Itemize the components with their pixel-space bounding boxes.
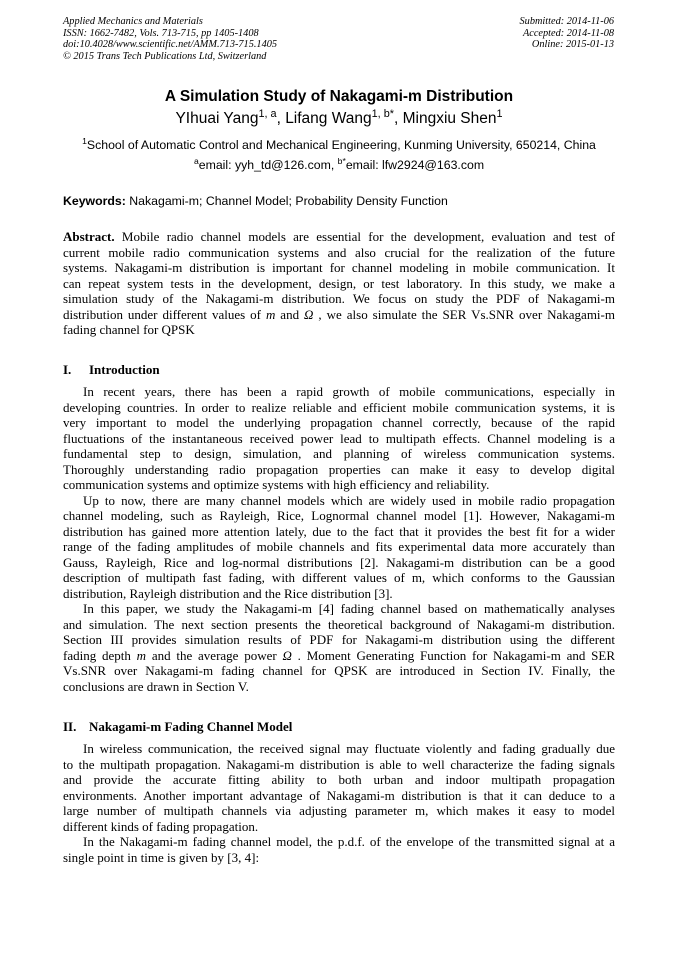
text-line: Vs.SNR over Nakagami-m fading channel for QPSK are introduced in Section IV. Finally, the: [63, 663, 615, 678]
copyright-line: © 2015 Trans Tech Publications Ltd, Switzerland: [63, 50, 267, 62]
author-superscript: 1, b*: [371, 107, 394, 120]
section-1-body: [63, 384, 615, 694]
section-number: I.: [63, 362, 72, 377]
online-date: Online: 2015-01-13: [531, 39, 614, 51]
author-separator: ,: [393, 110, 403, 127]
text-line: developing countries. In order to realize reliable and efficient mobile communication systems, it is: [63, 399, 615, 415]
email-superscript: b*: [337, 155, 346, 166]
abstract: [63, 229, 615, 338]
affiliation-text: School of Automatic Control and Mechanical Engineering, Kunming University, 650214, China: [86, 138, 596, 152]
text-line: Up to now, there are many channel models which are widely used in mobile radio propagation: [83, 492, 615, 508]
section-1-heading: [63, 362, 160, 378]
accepted-date: Accepted: 2014-11-08: [522, 27, 614, 39]
text-line: range of the fading amplitudes of mobile channels and fits experimental data more accurately than: [63, 539, 615, 554]
affiliation: [0, 135, 678, 152]
text-line: environments. Another important advantage of Nakagami-m distribution is that it can deduce to a: [63, 787, 615, 803]
issn-line: ISSN: 1662-7482, Vols. 713-715, pp 1405-1408: [63, 27, 259, 39]
section-2-heading: [63, 719, 292, 735]
text-span: and: [275, 306, 305, 322]
text-line: description of multipath fast fading, with different values of m, which conforms to the Gaussian: [63, 570, 615, 585]
submitted-date: Submitted: 2014-11-06: [519, 16, 614, 27]
text-line: and provide the accurate fitting ability to both urban and indoor multipath propagation: [63, 772, 615, 787]
author-separator: ,: [276, 110, 286, 127]
paragraph: [63, 834, 615, 865]
text-line: distribution has gained more attention lately, due to the fact that it provides the best fit for a wider: [63, 523, 615, 539]
email-text: email: yyh_td@126.com,: [198, 158, 338, 172]
text-line: different kinds of fading propagation.: [63, 818, 259, 834]
text-line: single point in time is given by [3, 4]:: [63, 849, 260, 865]
text-span: . Moment Generating Function for Nakagami-m and SER: [291, 647, 616, 663]
keywords-text: Nakagami-m; Channel Model; Probability Density Function: [125, 194, 448, 208]
text-line: fundamental step to design, simulation, and planning of wireless communication systems.: [63, 446, 615, 461]
text-line: fading channel for QPSK: [63, 322, 195, 337]
text-span: Mobile radio channel models are essential for the development, evaluation and test of: [114, 229, 615, 244]
paragraph: [63, 493, 615, 602]
journal-name: Applied Mechanics and Materials: [63, 16, 203, 27]
text-line: current mobile radio communication systems and also crucial for the realization of the future: [63, 244, 615, 260]
doi-line: doi:10.4028/www.scientific.net/AMM.713-715.1405: [63, 39, 278, 51]
math-symbol-omega: Ω: [304, 306, 314, 322]
text-span: , we also simulate the SER Vs.SNR over Nakagami-m: [313, 306, 615, 322]
text-line: Thoroughly understanding radio propagation properties can make it easy to develop digital: [63, 461, 615, 477]
section-2-body: [63, 741, 615, 865]
text-line: [63, 307, 615, 323]
text-line: fluctuations of the instantaneous received power lead to multipath effects. Channel modeling is a: [63, 430, 615, 446]
section-title: Nakagami-m Fading Channel Model: [89, 719, 293, 734]
text-line: and simulation. The next section presents the theoretical background of Nakagami-m distribution.: [63, 616, 615, 632]
text-line: Gauss, Rayleigh, Rice and log-normal distributions [2]. Nakagami-m distribution can be a good: [63, 554, 615, 570]
email-text: email: lfw2924@163.com: [345, 158, 485, 172]
journal-dates-right: [520, 16, 614, 51]
math-symbol-omega: Ω: [282, 647, 292, 663]
affiliation-superscript: 1: [82, 135, 87, 146]
text-line: large number of multipath channels via adjusting parameter m, which makes it easy to model: [63, 803, 615, 818]
text-line: conclusions are drawn in Section V.: [63, 678, 249, 694]
text-line: In this paper, we study the Nakagami-m [4] fading channel based on mathematically analyses: [83, 601, 615, 616]
author-list: [0, 107, 678, 128]
math-symbol-m: m: [136, 647, 147, 663]
paragraph: [63, 601, 615, 694]
text-line: simulation study of the Nakagami-m distribution. We focus on study the PDF of Nakagami-m: [63, 291, 615, 306]
text-span: fading depth: [63, 647, 137, 663]
text-line: [63, 229, 615, 245]
author-superscript: 1: [496, 107, 503, 120]
text-line: In wireless communication, the received signal may fluctuate violently and fading gradually due: [83, 741, 615, 756]
text-line: In recent years, there has been a rapid growth of mobile communications, especially in: [83, 384, 615, 399]
paper-title: A Simulation Study of Nakagami-m Distribution: [164, 88, 514, 105]
section-number: II.: [63, 719, 77, 734]
email-superscript: a: [193, 155, 199, 166]
text-line: channel modeling, such as Rayleigh, Rice, Lognormal channel model [1]. However, Nakagami-m: [63, 508, 615, 523]
math-symbol-m: m: [265, 306, 276, 322]
text-line: In the Nakagami-m fading channel model, the p.d.f. of the envelope of the transmitted signal at a: [83, 834, 615, 849]
text-line: Section III provides simulation results of PDF for Nakagami-m distribution using the different: [63, 632, 615, 647]
author-name: YIhuai Yang: [175, 110, 259, 127]
text-line: distribution, Rayleigh distribution and the Rice distribution [3].: [63, 585, 393, 601]
text-line: communication systems and optimize systems with high efficiency and reliability.: [63, 477, 490, 492]
paragraph: [63, 741, 615, 834]
paragraph: [63, 384, 615, 493]
text-span: and the average power: [146, 647, 283, 663]
journal-info-left: [63, 16, 277, 62]
author-superscript: 1, a: [258, 107, 277, 120]
author-name: Lifang Wang: [285, 110, 372, 127]
text-line: can repeat system tests in the development, design, or test laboratory. In this study, we make a: [63, 275, 615, 291]
abstract-label: Abstract.: [63, 229, 115, 244]
text-span: distribution under different values of: [63, 306, 266, 322]
text-line: to the multipath propagation. Nakagami-m distribution is able to well characterize the fading signals: [63, 756, 615, 772]
author-emails: [0, 155, 678, 172]
text-line: [63, 648, 615, 664]
keywords: [63, 194, 448, 208]
author-name: Mingxiu Shen: [402, 110, 497, 127]
keywords-label: Keywords:: [63, 194, 126, 208]
section-title: Introduction: [89, 362, 160, 377]
text-line: systems. Nakagami-m distribution is important for channel modeling in mobile communication. It: [63, 260, 615, 275]
text-line: very important to model the underlying propagation channel correctly, because of the rapid: [63, 415, 615, 430]
